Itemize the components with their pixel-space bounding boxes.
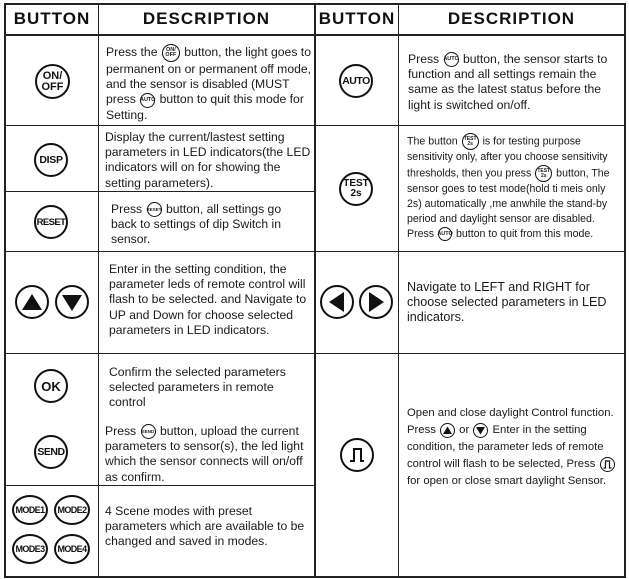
row-divider-1-right	[315, 125, 626, 126]
disp-description: Display the current/lastest setting parameters in LED indicators(the LED indicators will on for showing the setting parameters).	[105, 130, 311, 190]
daylight-text-1: Open and close daylight Control function. Press	[407, 407, 614, 436]
row-divider-5-left	[4, 485, 315, 486]
column-divider-1	[98, 3, 99, 578]
on-off-text-1: Press the	[106, 45, 158, 60]
test-button	[339, 172, 373, 206]
auto-text-1: Press	[408, 52, 440, 66]
test-text-1: The button	[407, 135, 458, 148]
test-label-bottom: 2s	[350, 188, 362, 199]
auto-text-2: button, the sensor starts to function and all settings remain the same as the latest status before the light is switched on/off.	[408, 52, 608, 112]
send-inline-icon: SEND	[141, 424, 156, 439]
send-description	[105, 424, 307, 485]
auto-inline-icon: AUTO	[444, 52, 459, 67]
daylight-text-4: for open or close smart daylight Sensor.	[407, 475, 607, 487]
left-arrow-button	[320, 285, 354, 319]
auto-description	[408, 52, 622, 113]
test-text-2: is for testing purpose sensitivity only, after you choose sensitivity thresholds, then you press	[407, 135, 608, 180]
table-border-right	[624, 3, 626, 578]
down-arrow-inline-icon	[473, 423, 488, 438]
on-off-label-top: ON/	[42, 69, 63, 82]
right-arrow-button	[359, 285, 393, 319]
send-text-1: Press	[105, 424, 137, 438]
down-arrow-button	[55, 285, 89, 319]
daylight-description	[407, 405, 623, 490]
auto-inline-icon-test: AUTO	[438, 227, 452, 241]
up-down-description: Enter in the setting condition, the parameter leds of remote control will flash to be selected. and Navigate to UP and Down for choose selected parameters in LED indicators.	[109, 262, 307, 337]
daylight-control-button	[340, 438, 374, 472]
header-button-2: BUTTON	[318, 9, 396, 28]
test-inline-icon-2: TEST 2s	[535, 165, 552, 182]
reset-button: RESET	[34, 205, 68, 239]
send-text-2: button, upload the current parameters to sensor(s), the led light which the sensor connects will on/off as confirm.	[105, 424, 304, 484]
down-arrow-icon	[57, 287, 87, 317]
test-text-4: button to quit from this mode.	[456, 228, 594, 240]
daylight-control-icon	[347, 445, 367, 465]
reset-description	[111, 202, 307, 248]
mode2-button: MODE2	[54, 495, 90, 525]
header-button-1: BUTTON	[13, 9, 91, 28]
reset-text-1: Press	[111, 202, 143, 216]
on-off-inline-icon: ON/ OFF	[162, 44, 180, 62]
auto-button: AUTO	[339, 64, 373, 98]
test-text-3: button, The sensor goes to test mode(hold ti meis only 2s) automatically ,me anwhile the stand-by period and daylight sensor are disabled. Press	[407, 167, 610, 240]
test-description	[407, 133, 622, 242]
daylight-text-2: or	[459, 424, 470, 436]
column-divider-2	[314, 3, 316, 578]
up-arrow-button	[15, 285, 49, 319]
up-arrow-icon	[17, 287, 47, 317]
mode4-button: MODE4	[54, 534, 90, 564]
on-off-button	[35, 64, 70, 99]
left-right-description: Navigate to LEFT and RIGHT for choose selected parameters in LED indicators.	[407, 280, 607, 325]
header-divider	[4, 34, 626, 36]
ok-button: OK	[34, 369, 68, 403]
on-off-label-bottom: OFF	[41, 80, 64, 93]
right-arrow-icon	[361, 287, 391, 317]
daylight-text-3: Enter in the setting condition, the parameter leds of remote control will flash to be selected, Press	[407, 424, 604, 470]
up-arrow-inline-icon	[440, 423, 455, 438]
reset-inline-icon: RESET	[147, 202, 162, 217]
modes-description: 4 Scene modes with preset parameters which are available to be changed and saved in modes.	[105, 504, 305, 549]
mode1-button: MODE1	[12, 495, 48, 525]
auto-inline-icon: AUTO	[140, 93, 155, 108]
header-description-2: DESCRIPTION	[447, 9, 576, 28]
row-divider-4	[4, 353, 626, 354]
row-divider-1-left	[4, 125, 315, 126]
send-button: SEND	[34, 435, 68, 469]
row-divider-2-left	[4, 191, 315, 192]
reset-text-2: button, all settings go back to settings of dip Switch in sensor.	[111, 202, 282, 247]
test-label-top: TEST	[343, 178, 369, 189]
table-border-bottom	[4, 576, 626, 578]
header-description-1: DESCRIPTION	[142, 9, 271, 28]
daylight-inline-icon	[600, 457, 615, 472]
on-off-text-3: button to quit this mode for Setting.	[106, 92, 304, 122]
column-divider-3	[398, 3, 399, 578]
disp-button: DISP	[34, 143, 68, 177]
test-inline-icon-1: TEST 2s	[462, 133, 479, 150]
on-off-text-2: button, the light goes to permanent on or permanent off mode, and the sensor is disabled (MUST press	[106, 45, 312, 107]
row-divider-3	[4, 251, 626, 252]
table-border-left	[4, 3, 6, 578]
mode3-button: MODE3	[12, 534, 48, 564]
on-off-description	[106, 44, 314, 123]
left-arrow-icon	[322, 287, 352, 317]
ok-description: Confirm the selected parameters selected parameters in remote control	[109, 365, 286, 410]
table-border-top	[4, 3, 626, 5]
